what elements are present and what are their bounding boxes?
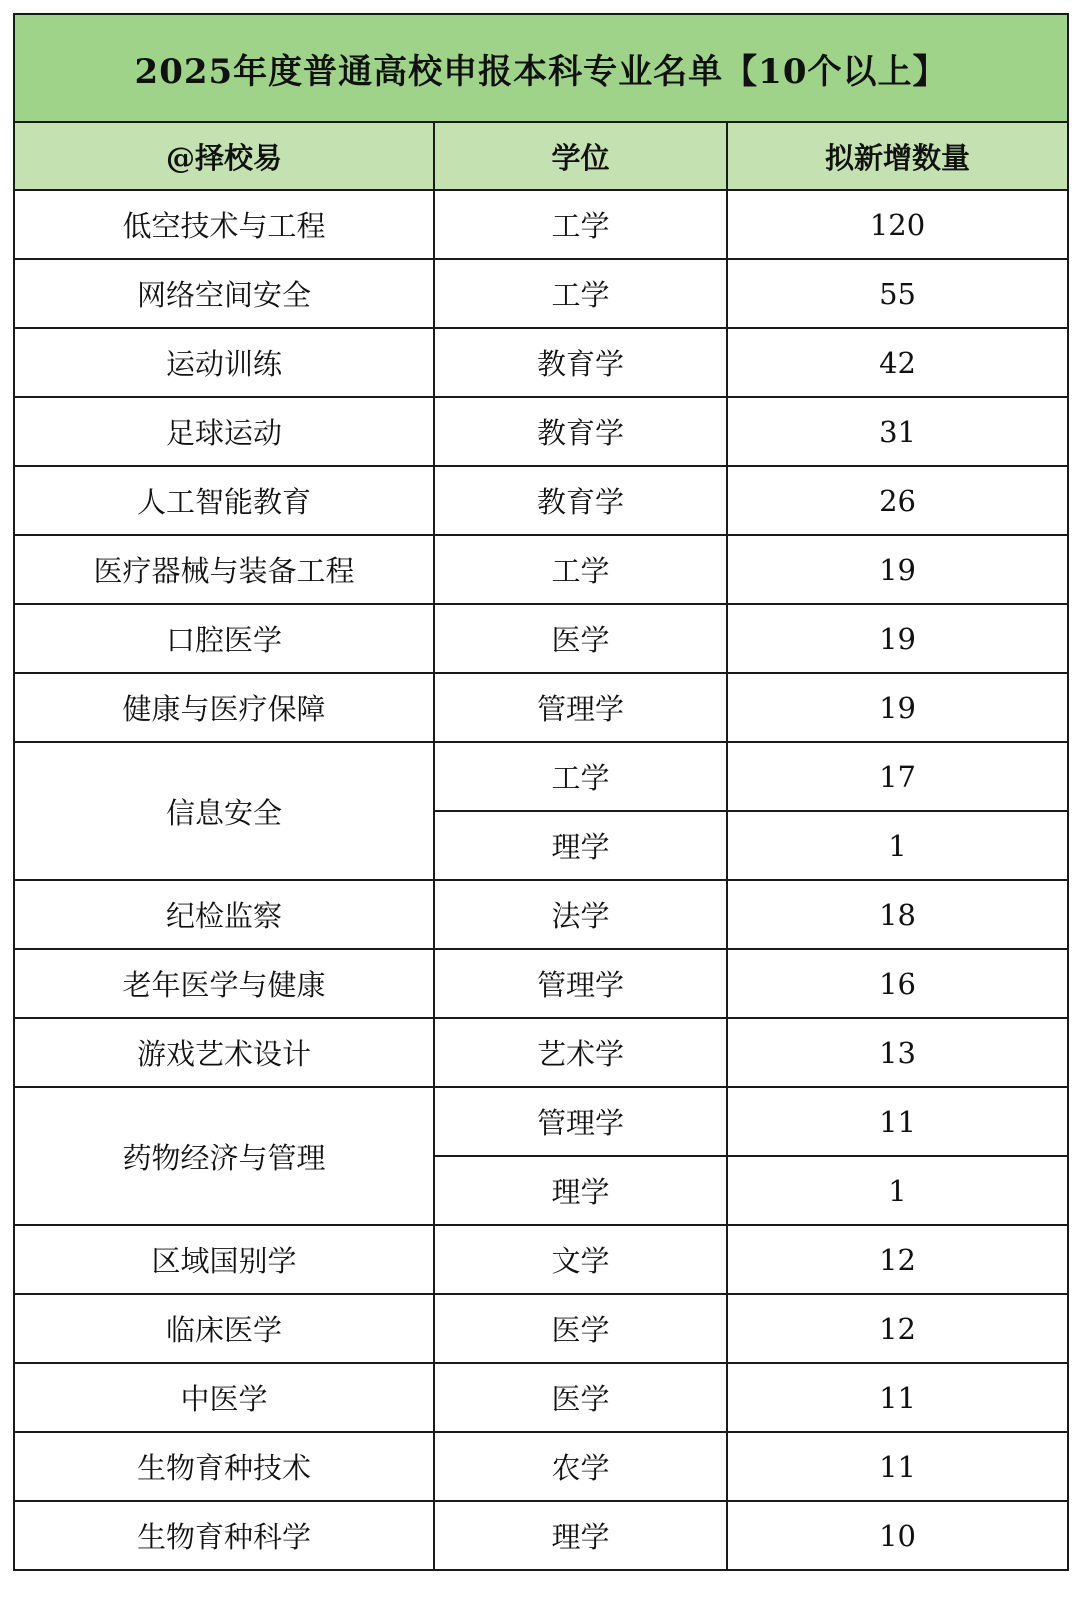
degree-cell: 文学: [434, 1225, 727, 1294]
column-header-count: 拟新增数量: [727, 122, 1068, 190]
table-row: [14, 1018, 1068, 1087]
degree-cell: 教育学: [434, 328, 727, 397]
table-row: [14, 259, 1068, 328]
count-cell: 12: [727, 1294, 1068, 1363]
count-cell: 17: [727, 742, 1068, 811]
major-name-cell: 区域国别学: [14, 1225, 434, 1294]
table-row: [14, 190, 1068, 259]
degree-cell: 教育学: [434, 397, 727, 466]
table-row: [14, 1294, 1068, 1363]
count-cell: 18: [727, 880, 1068, 949]
degree-cell: 理学: [434, 1501, 727, 1570]
table-row: [14, 742, 1068, 811]
major-name-cell: 医疗器械与装备工程: [14, 535, 434, 604]
count-cell: 19: [727, 535, 1068, 604]
degree-cell: 教育学: [434, 466, 727, 535]
table-row: [14, 397, 1068, 466]
count-cell: 19: [727, 604, 1068, 673]
table-row: [14, 1432, 1068, 1501]
major-name-cell: 中医学: [14, 1363, 434, 1432]
degree-cell: 工学: [434, 259, 727, 328]
count-cell: 19: [727, 673, 1068, 742]
count-cell: 55: [727, 259, 1068, 328]
table-row: [14, 466, 1068, 535]
major-name-cell: 网络空间安全: [14, 259, 434, 328]
table-row: [14, 1087, 1068, 1156]
degree-cell: 管理学: [434, 673, 727, 742]
degree-cell: 医学: [434, 1363, 727, 1432]
major-name-cell: 健康与医疗保障: [14, 673, 434, 742]
major-name-cell: 生物育种科学: [14, 1501, 434, 1570]
count-cell: 10: [727, 1501, 1068, 1570]
major-name-cell: 运动训练: [14, 328, 434, 397]
degree-cell: 理学: [434, 811, 727, 880]
major-name-cell: 老年医学与健康: [14, 949, 434, 1018]
column-header-degree: 学位: [434, 122, 727, 190]
major-name-cell: 人工智能教育: [14, 466, 434, 535]
count-cell: 11: [727, 1432, 1068, 1501]
table-row: [14, 673, 1068, 742]
degree-cell: 工学: [434, 190, 727, 259]
degree-cell: 医学: [434, 604, 727, 673]
majors-table: [13, 13, 1069, 1571]
degree-cell: 艺术学: [434, 1018, 727, 1087]
degree-cell: 管理学: [434, 949, 727, 1018]
count-cell: 11: [727, 1363, 1068, 1432]
table-row: [14, 880, 1068, 949]
table-row: [14, 1501, 1068, 1570]
degree-cell: 工学: [434, 742, 727, 811]
count-cell: 13: [727, 1018, 1068, 1087]
title-row: [14, 14, 1068, 122]
degree-cell: 医学: [434, 1294, 727, 1363]
table-row: [14, 535, 1068, 604]
major-name-cell: 低空技术与工程: [14, 190, 434, 259]
major-name-cell: 足球运动: [14, 397, 434, 466]
degree-cell: 工学: [434, 535, 727, 604]
table-row: [14, 328, 1068, 397]
count-cell: 1: [727, 811, 1068, 880]
majors-table-sheet: [13, 13, 1067, 1586]
major-name-cell: 口腔医学: [14, 604, 434, 673]
major-name-cell: 游戏艺术设计: [14, 1018, 434, 1087]
count-cell: 120: [727, 190, 1068, 259]
major-name-cell: 生物育种技术: [14, 1432, 434, 1501]
table-row: [14, 604, 1068, 673]
table-body: [14, 190, 1068, 1570]
degree-cell: 管理学: [434, 1087, 727, 1156]
major-name-cell: 临床医学: [14, 1294, 434, 1363]
header-row: [14, 122, 1068, 190]
table-row: [14, 1363, 1068, 1432]
count-cell: 16: [727, 949, 1068, 1018]
count-cell: 1: [727, 1156, 1068, 1225]
major-name-cell: 信息安全: [14, 742, 434, 880]
degree-cell: 法学: [434, 880, 727, 949]
table-row: [14, 1225, 1068, 1294]
count-cell: 42: [727, 328, 1068, 397]
count-cell: 12: [727, 1225, 1068, 1294]
count-cell: 31: [727, 397, 1068, 466]
count-cell: 26: [727, 466, 1068, 535]
count-cell: 11: [727, 1087, 1068, 1156]
table-title: 2025年度普通高校申报本科专业名单【10个以上】: [14, 14, 1068, 122]
column-header-brand: @择校易: [14, 122, 434, 190]
degree-cell: 理学: [434, 1156, 727, 1225]
major-name-cell: 药物经济与管理: [14, 1087, 434, 1225]
major-name-cell: 纪检监察: [14, 880, 434, 949]
table-row: [14, 949, 1068, 1018]
degree-cell: 农学: [434, 1432, 727, 1501]
